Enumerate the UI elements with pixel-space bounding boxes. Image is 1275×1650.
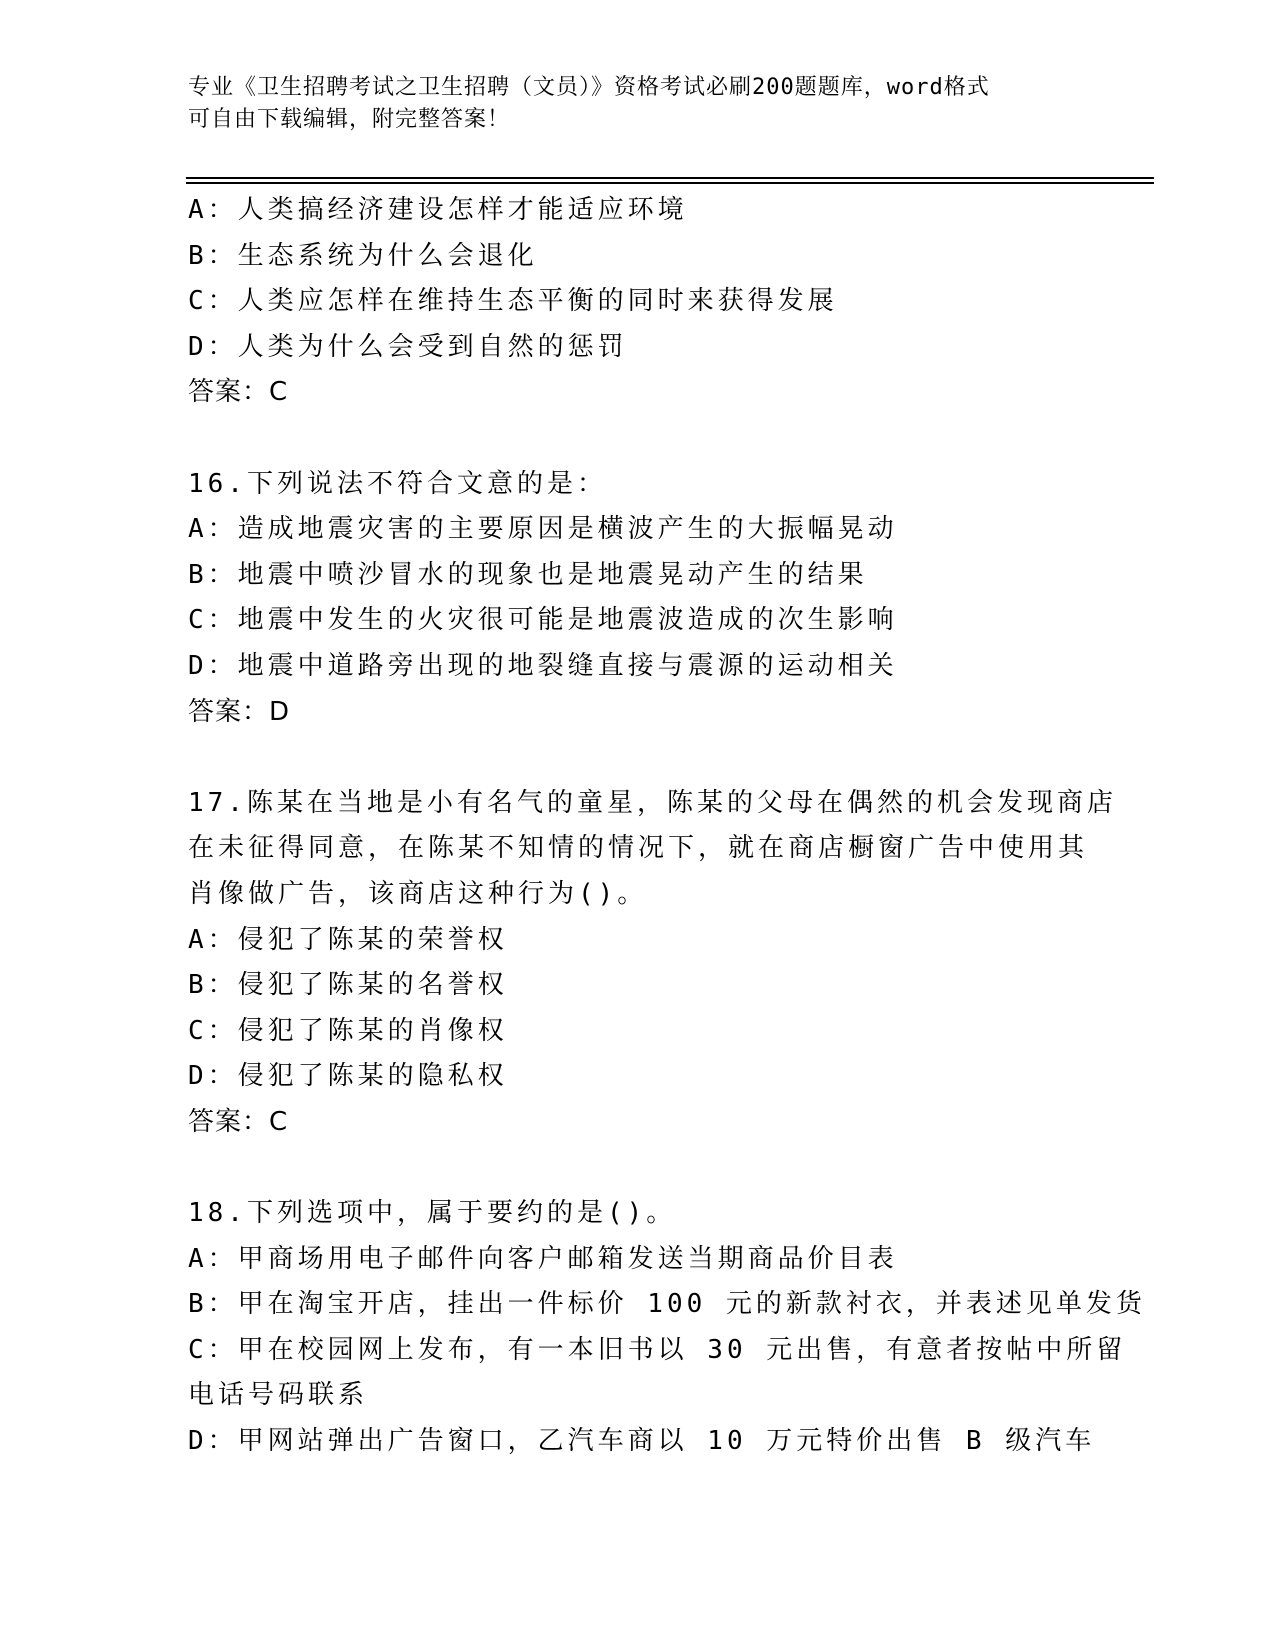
option-c: C：地震中发生的火灾很可能是地震波造成的次生影响 [188, 605, 898, 636]
option-c: C：甲在校园网上发布，有一本旧书以 30 元出售，有意者按帖中所留 [188, 1334, 1127, 1365]
header-rule-top [186, 177, 1154, 179]
question-stem-line: 17.陈某在当地是小有名气的童星，陈某的父母在偶然的机会发现商店 [188, 787, 1117, 818]
document-header [188, 72, 1068, 136]
question-stem-line: 在未征得同意，在陈某不知情的情况下，就在商店橱窗广告中使用其 [188, 833, 1089, 864]
answer-line: 答案：D [188, 696, 291, 727]
answer-line: 答案：C [188, 1106, 289, 1137]
question-list [188, 188, 1146, 1465]
question-separator [188, 1145, 1088, 1191]
question-stem: 16.下列说法不符合文意的是： [188, 468, 607, 499]
answer-line: 答案：C [188, 377, 289, 408]
option-b: B：地震中喷沙冒水的现象也是地震晃动产生的结果 [188, 559, 868, 590]
question-separator [188, 416, 1088, 462]
option-a: A：甲商场用电子邮件向客户邮箱发送当期商品价目表 [188, 1243, 898, 1274]
option-d: D：地震中道路旁出现的地裂缝直接与震源的运动相关 [188, 650, 898, 681]
option-c: C：侵犯了陈某的肖像权 [188, 1015, 508, 1046]
question-separator [188, 735, 1088, 781]
option-a: A：侵犯了陈某的荣誉权 [188, 924, 508, 955]
question-17 [188, 781, 1117, 1146]
option-c-continuation: 电话号码联系 [188, 1380, 369, 1411]
option-a: A：造成地震灾害的主要原因是横波产生的大振幅晃动 [188, 514, 898, 545]
option-d: D：人类为什么会受到自然的惩罚 [188, 331, 628, 362]
option-b: B：生态系统为什么会退化 [188, 240, 538, 271]
option-c: C：人类应怎样在维持生态平衡的同时来获得发展 [188, 286, 838, 317]
header-rule-bottom [186, 182, 1154, 184]
header-title-line-2: 可自由下载编辑，附完整答案！ [188, 107, 511, 132]
question-15 [188, 188, 1088, 416]
question-16 [188, 462, 1088, 736]
option-d: D：侵犯了陈某的隐私权 [188, 1061, 508, 1092]
question-18 [188, 1191, 1146, 1465]
question-stem: 18.下列选项中，属于要约的是()。 [188, 1198, 677, 1229]
option-d: D：甲网站弹出广告窗口，乙汽车商以 10 万元特价出售 B 级汽车 [188, 1426, 1096, 1457]
question-stem-line: 肖像做广告，该商店这种行为()。 [188, 878, 648, 909]
header-title-line-1: 专业《卫生招聘考试之卫生招聘（文员）》资格考试必刷200题题库，word格式 [188, 75, 990, 100]
option-a: A：人类搞经济建设怎样才能适应环境 [188, 195, 688, 225]
option-b: B：侵犯了陈某的名誉权 [188, 970, 508, 1001]
option-b: B：甲在淘宝开店，挂出一件标价 100 元的新款衬衣，并表述见单发货 [188, 1289, 1146, 1320]
